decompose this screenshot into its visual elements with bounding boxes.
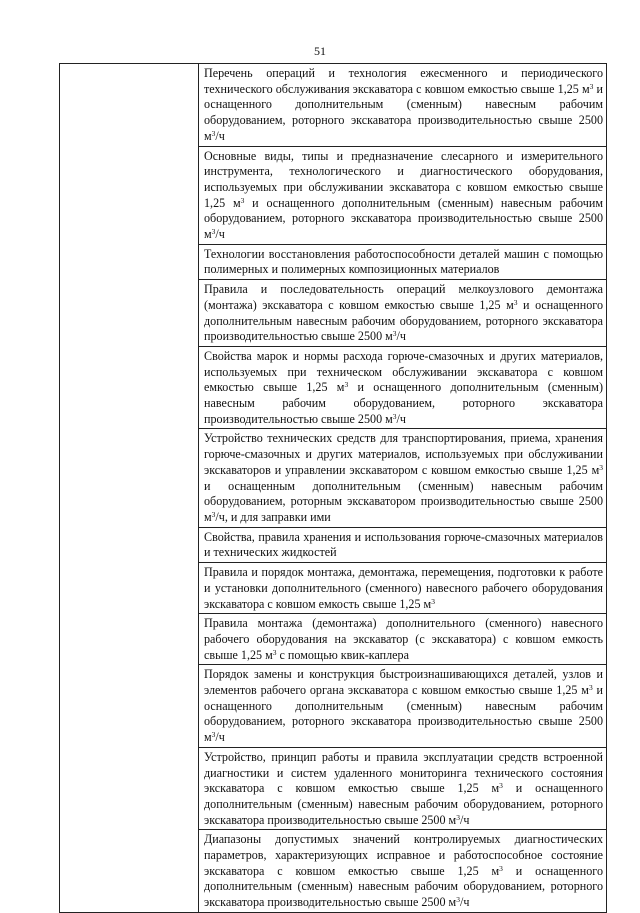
category-cell xyxy=(60,64,199,913)
requirement-cell xyxy=(199,64,607,147)
requirement-text: Свойства, правила хранения и использования горюче-смазочных материалов и технических жидкостей xyxy=(204,529,603,560)
requirement-text: Правила и порядок монтажа, демонтажа, перемещения, подготовки к работе и установки дополнительного (сменного) навесного рабочего оборудования экскаватора с ковшом емкость свыше 1,25 $м^3$ xyxy=(204,565,603,611)
superscript-three: 3 xyxy=(499,863,503,873)
superscript-three: 3 xyxy=(499,781,503,791)
requirement-text: Порядок замены и конструкция быстроизнашивающихся деталей, узлов и элементов рабочего органа экскаватора с ковшом емкостью свыше 1,25 $м^3$ и оснащенного дополнительным (сменным) навесным рабочим оборудованием, роторного экскаватора производительностью свыше 2500 $м^3/ч$ xyxy=(204,667,603,745)
requirement-text: Устройство технических средств для транспортирования, приема, хранения горюче-смазочных и других материалов, используемых при обслуживании экскаваторов и управлении экскаватором с ковшом емкостью свыше 1,25 $м^3$ и оснащенным дополнительным (сменным) навесным рабочим оборудованием, роторным экскаватором производительностью свыше 2500 $м^3/ч$, и для заправки ими xyxy=(204,431,603,524)
superscript-three: 3 xyxy=(392,411,397,421)
requirement-cell xyxy=(199,244,607,279)
requirement-text: Свойства марок и нормы расхода горюче-смазочных и других материалов, используемых при техническом обслуживании экскаватора с ковшом емкостью свыше 1,25 $м^3$ и оснащенного дополнительным (сменным) навесным рабочим оборудованием, роторного экскаватора производительностью свыше 2500 $м^3/ч$ xyxy=(204,348,603,426)
requirement-cell xyxy=(199,830,607,913)
superscript-three: 3 xyxy=(211,128,216,138)
superscript-three: 3 xyxy=(392,329,397,339)
requirement-text: Перечень операций и технология ежесменного и периодического технического обслуживания экскаватора с ковшом емкостью свыше 1,25 $м^3$ и оснащенного дополнительным (сменным) навесным рабочим оборудованием, роторного экскаватора производительностью свыше 2500 $м^3/ч$ xyxy=(204,66,603,143)
superscript-three: 3 xyxy=(599,462,603,472)
table-row xyxy=(60,64,607,147)
superscript-three: 3 xyxy=(513,297,518,307)
requirement-cell xyxy=(199,747,607,830)
superscript-three: 3 xyxy=(456,895,460,905)
superscript-three: 3 xyxy=(344,380,349,390)
requirement-text: Основные виды, типы и предназначение слесарного и измерительного инструмента, технологического и диагностического оборудования, используемых при обслуживании экскаватора с ковшом емкостью свыше 1,25 $м^3$ и оснащенного дополнительным (сменным) навесным рабочим оборудованием, роторного экскаватора производительностью свыше 2500 $м^3/ч$ xyxy=(204,148,604,242)
requirement-cell xyxy=(199,527,607,562)
superscript-three: 3 xyxy=(211,227,216,237)
superscript-three: 3 xyxy=(240,195,245,205)
knowledge-table xyxy=(59,63,607,913)
requirement-text: Правила и последовательность операций мелкоузлового демонтажа (монтажа) экскаватора с ковшом емкостью свыше 1,25 $м^3$ и оснащенного дополнительным навесным рабочим оборудованием, роторного экскаватора производительностью свыше 2500 $м^3/ч$ xyxy=(204,282,603,344)
requirement-text: Устройство, принцип работы и правила эксплуатации средств встроенной диагностики и систем удаленного мониторинга технического состояния экскаватора с ковшом емкостью свыше 1,25 $м^3$ и оснащенного дополнительным (сменным) навесным рабочим оборудованием, роторного экскаватора производительностью свыше 2500 $м^3/ч$ xyxy=(204,749,603,827)
requirement-cell xyxy=(199,614,607,665)
superscript-three: 3 xyxy=(431,596,435,606)
requirement-cell xyxy=(199,146,607,244)
requirement-cell xyxy=(199,665,607,748)
superscript-three: 3 xyxy=(272,647,277,657)
page-number: 51 xyxy=(314,44,326,58)
requirement-cell xyxy=(199,429,607,527)
superscript-three: 3 xyxy=(456,812,460,822)
superscript-three: 3 xyxy=(211,730,216,740)
requirement-cell xyxy=(199,280,607,347)
superscript-three: 3 xyxy=(589,81,594,91)
requirement-text: Правила монтажа (демонтажа) дополнительного (сменного) навесного рабочего оборудования на экскаватор (с экскаватора) с ковшом емкость свыше 1,25 $м^3$ с помощью квик-каплера xyxy=(204,616,603,662)
superscript-three: 3 xyxy=(211,509,216,519)
requirement-cell xyxy=(199,563,607,614)
requirement-text: Технологии восстановления работоспособности деталей машин с помощью полимерных и полимерных композиционных материалов xyxy=(204,246,603,277)
superscript-three: 3 xyxy=(588,683,593,693)
requirement-cell xyxy=(199,346,607,429)
requirement-text: Диапазоны допустимых значений контролируемых диагностических параметров, характеризующих исправное и работоспособное состояние экскаватора с ковшом емкостью свыше 1,25 $м^3$ и оснащенного дополнительным (сменным) навесным рабочим оборудованием, роторного экскаватора производительностью свыше 2500 $м^3/ч$ xyxy=(204,832,603,910)
